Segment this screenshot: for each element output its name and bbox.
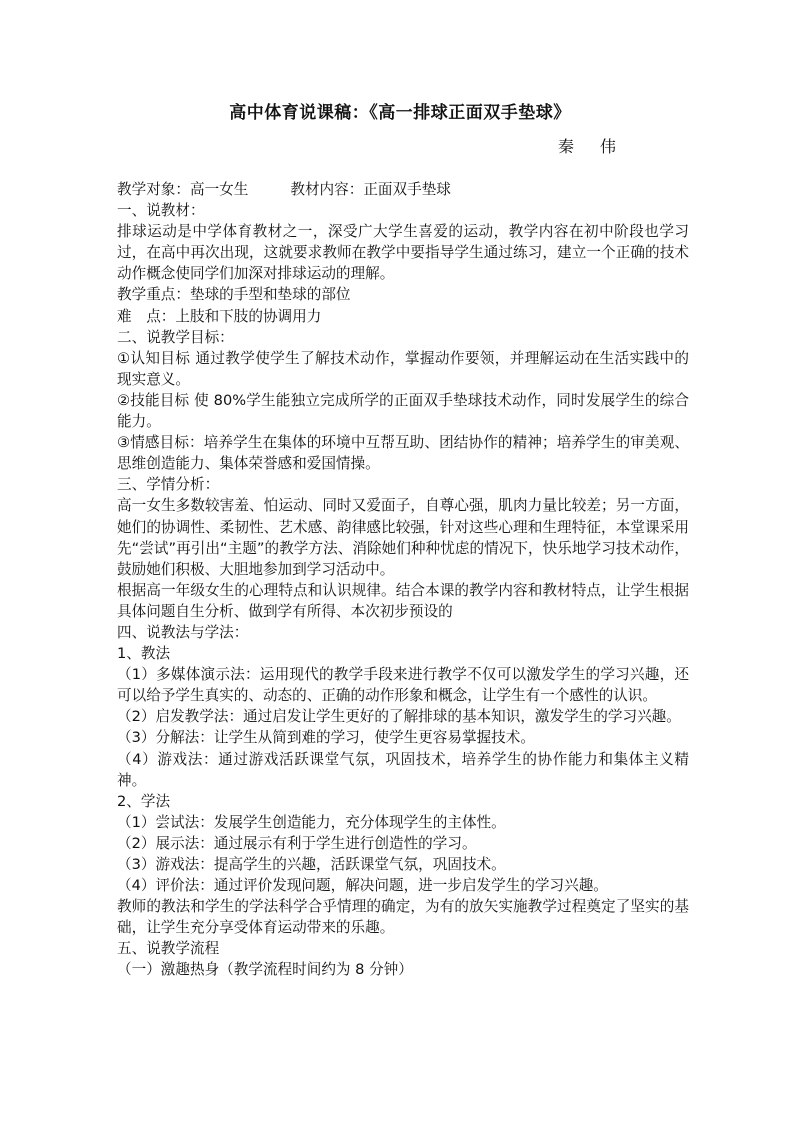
- paragraph: ③情感目标：培养学生在集体的环境中互帮互助、团结协作的精神；培养学生的审美观、思维创造能力、集体荣誉感和爱国情操。: [117, 434, 689, 473]
- paragraph: （1）尝试法：发展学生创造能力，充分体现学生的主体性。: [117, 813, 506, 831]
- paragraph: 排球运动是中学体育教材之一，深受广大学生喜爱的运动，教学内容在初中阶段也学习过，在高中再次出现，这就要求教师在教学中要指导学生通过练习，建立一个正确的技术动作概念使同学们加深对排球运动的理解。: [117, 223, 689, 283]
- paragraph: 教师的教法和学生的学法科学合乎情理的确定，为有的放矢实施教学过程奠定了坚实的基础，让学生充分享受体育运动带来的乐趣。: [117, 898, 689, 937]
- paragraph: （2）展示法：通过展示有利于学生进行创造性的学习。: [117, 834, 477, 852]
- section-heading: 四、说教法与学法：: [117, 623, 249, 641]
- paragraph: 根据高一年级女生的心理特点和认识规律。结合本课的教学内容和教材特点，让学生根据具体问题自生分析、做到学有所得、本次初步预设的: [117, 581, 689, 620]
- subsection-heading: 1、教法: [117, 645, 171, 663]
- paragraph: 高一女生多数较害羞、怕运动、同时又爱面子，自尊心强，肌肉力量比较差；另一方面，她们的协调性、柔韧性、艺术感、韵律感比较强，针对这些心理和生理特征，本堂课采用先“尝试”再引出“主题”的教学方法、消除她们种种忧虑的情况下，快乐地学习技术动作，鼓励她们积极、大胆地参加到学习活动中。: [117, 497, 689, 578]
- document-title: 高中体育说课稿：《高一排球正面双手垫球》: [229, 103, 571, 123]
- meta-line: [117, 179, 689, 200]
- paragraph: （4）游戏法：通过游戏活跃课堂气氛，巩固技术，培养学生的协作能力和集体主义精神。: [117, 750, 689, 789]
- paragraph: （2）启发教学法：通过启发让学生更好的了解排球的基本知识，激发学生的学习兴趣。: [117, 708, 681, 726]
- meta-target: 教学对象：高一女生: [117, 181, 249, 198]
- author-name: [558, 136, 616, 158]
- paragraph: （1）多媒体演示法：运用现代的教学手段来进行教学不仅可以激发学生的学习兴趣，还可以给予学生真实的、动态的、正确的动作形象和概念，让学生有一个感性的认识。: [117, 666, 689, 705]
- paragraph: （一）激趣热身（教学流程时间约为 8 分钟）: [117, 961, 413, 979]
- paragraph: （3）游戏法：提高学生的兴趣，活跃课堂气氛，巩固技术。: [117, 856, 506, 873]
- section-heading: 二、说教学目标：: [117, 328, 234, 346]
- section-heading: 三、学情分析：: [117, 476, 220, 494]
- author-given-name: 伟: [600, 137, 617, 156]
- section-heading: 五、说教学流程: [117, 940, 220, 958]
- author-surname: 秦: [558, 137, 575, 156]
- paragraph: ①认知目标 通过教学使学生了解技术动作，掌握动作要领，并理解运动在生活实践中的现实意义。: [117, 349, 689, 388]
- document-body: [117, 179, 689, 981]
- paragraph: （4）评价法：通过评价发现问题，解决问题，进一步启发学生的学习兴趣。: [117, 877, 608, 895]
- subsection-heading: 2、学法: [117, 792, 171, 810]
- section-heading: 一、说教材：: [117, 202, 205, 220]
- paragraph: 难 点：上肢和下肢的协调用力: [117, 307, 322, 325]
- paragraph: 教学重点：垫球的手型和垫球的部位: [117, 286, 351, 304]
- paragraph: （3）分解法：让学生从简到难的学习，使学生更容易掌握技术。: [117, 729, 535, 747]
- meta-content: 教材内容：正面双手垫球: [290, 181, 451, 198]
- paragraph: ②技能目标 使 80%学生能独立完成所学的正面双手垫球技术动作，同时发展学生的综合能力。: [117, 391, 689, 431]
